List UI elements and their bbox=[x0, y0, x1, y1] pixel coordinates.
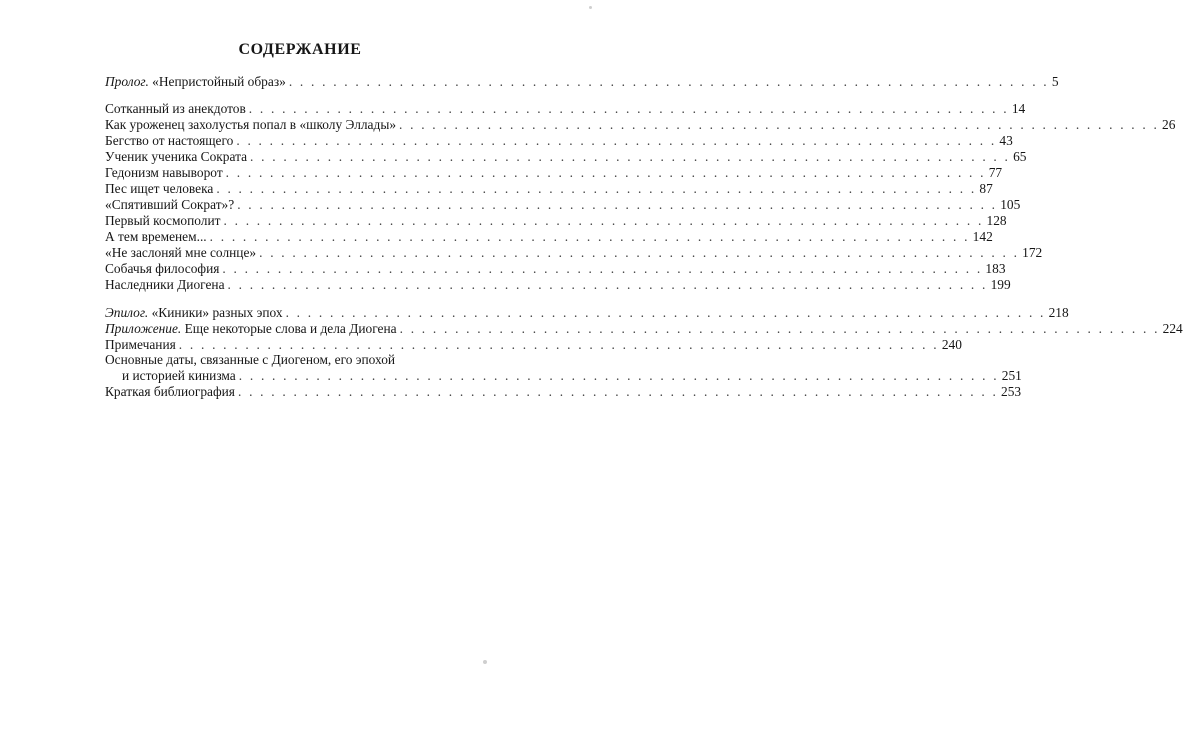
toc-entry-chapter-12 bbox=[105, 277, 1011, 293]
toc-entry-prologue bbox=[105, 74, 1059, 90]
toc-entry-title: «Не заслоняй мне солнце» bbox=[105, 245, 257, 260]
toc-entry-title: Краткая библиография bbox=[105, 384, 235, 399]
dot-leader: . . . . . . . . . . . . . . . . . . . . . . . . . . . . . . . . . . . . . . . . . . . . . . . . . . . . . . . . . . . . . . . . . . . . . bbox=[222, 261, 983, 276]
toc-entry-title: Примечания bbox=[105, 337, 176, 352]
toc-page-number: 172 bbox=[1022, 245, 1043, 260]
dot-leader: . . . . . . . . . . . . . . . . . . . . . . . . . . . . . . . . . . . . . . . . . . . . . . . . . . . . . . . . . . . . . . . . . . . . . bbox=[178, 337, 939, 352]
toc-page-number: 142 bbox=[972, 229, 993, 244]
dot-leader: . . . . . . . . . . . . . . . . . . . . . . . . . . . . . . . . . . . . . . . . . . . . . . . . . . . . . . . . . . . . . . . . . . . . . bbox=[285, 305, 1046, 320]
toc-page-number: 65 bbox=[1013, 149, 1027, 164]
toc-entry-title bbox=[105, 321, 397, 337]
dot-leader: . . . . . . . . . . . . . . . . . . . . . . . . . . . . . . . . . . . . . . . . . . . . . . . . . . . . . . . . . . . . . . . . . . . . . bbox=[223, 213, 984, 228]
dot-leader: . . . . . . . . . . . . . . . . . . . . . . . . . . . . . . . . . . . . . . . . . . . . . . . . . . . . . . . . . . . . . . . . . . . . . bbox=[236, 133, 997, 148]
toc-entry-title: Собачья философия bbox=[105, 261, 220, 276]
toc-entry-title: Бегство от настоящего bbox=[105, 133, 234, 148]
scan-speck bbox=[589, 6, 592, 9]
toc-entry-title: Первый космополит bbox=[105, 213, 221, 228]
toc-page-number: 14 bbox=[1011, 101, 1026, 116]
toc-page-number: 253 bbox=[1001, 384, 1022, 399]
toc-entry-chapter-8 bbox=[105, 213, 1007, 229]
toc-page-number: 218 bbox=[1048, 305, 1069, 320]
scan-speck bbox=[483, 660, 487, 664]
dot-leader: . . . . . . . . . . . . . . . . . . . . . . . . . . . . . . . . . . . . . . . . . . . . . . . . . . . . . . . . . . . . . . . . . . . . . bbox=[259, 245, 1020, 260]
toc-entry-lead: Приложение. bbox=[105, 321, 182, 336]
toc-page-number: 43 bbox=[999, 133, 1013, 148]
dot-leader: . . . . . . . . . . . . . . . . . . . . . . . . . . . . . . . . . . . . . . . . . . . . . . . . . . . . . . . . . . . . . . . . . . . . . bbox=[238, 368, 999, 383]
toc-entry-notes bbox=[105, 337, 962, 353]
toc-entry-title: «Спятивший Сократ»? bbox=[105, 197, 235, 212]
toc-entry-title: Наследники Диогена bbox=[105, 277, 225, 292]
toc-entry-title: и историей кинизма bbox=[122, 368, 236, 383]
toc-entry-bibliography bbox=[105, 384, 1022, 400]
toc-entry-chapter-4 bbox=[105, 149, 1027, 165]
toc-entry-chapter-3 bbox=[105, 133, 1013, 149]
dot-leader: . . . . . . . . . . . . . . . . . . . . . . . . . . . . . . . . . . . . . . . . . . . . . . . . . . . . . . . . . . . . . . . . . . . . . bbox=[209, 229, 970, 244]
dot-leader: . . . . . . . . . . . . . . . . . . . . . . . . . . . . . . . . . . . . . . . . . . . . . . . . . . . . . . . . . . . . . . . . . . . . . bbox=[237, 197, 998, 212]
page-title: СОДЕРЖАНИЕ bbox=[238, 41, 362, 58]
dot-leader: . . . . . . . . . . . . . . . . . . . . . . . . . . . . . . . . . . . . . . . . . . . . . . . . . . . . . . . . . . . . . . . . . . . . . bbox=[225, 165, 986, 180]
toc-page-number: 183 bbox=[985, 261, 1006, 276]
toc-entry-chapter-11 bbox=[105, 261, 1006, 277]
dot-leader: . . . . . . . . . . . . . . . . . . . . . . . . . . . . . . . . . . . . . . . . . . . . . . . . . . . . . . . . . . . . . . . . . . . . . bbox=[288, 74, 1049, 89]
toc-entry-chapter-5 bbox=[105, 165, 1003, 181]
toc-entry-chapter-10 bbox=[105, 245, 1043, 261]
toc-entry-title: Пес ищет человека bbox=[105, 181, 214, 196]
dot-leader: . . . . . . . . . . . . . . . . . . . . . . . . . . . . . . . . . . . . . . . . . . . . . . . . . . . . . . . . . . . . . . . . . . . . . bbox=[216, 181, 977, 196]
toc-entry-epilogue bbox=[105, 305, 1069, 321]
toc-entry-title: Как уроженец захолустья попал в «школу Эллады» bbox=[105, 117, 397, 132]
toc-entry-lead: Пролог. bbox=[105, 74, 149, 89]
toc-page-number: 240 bbox=[941, 337, 962, 352]
toc-page-number: 105 bbox=[1000, 197, 1021, 212]
dot-leader: . . . . . . . . . . . . . . . . . . . . . . . . . . . . . . . . . . . . . . . . . . . . . . . . . . . . . . . . . . . . . . . . . . . . . bbox=[248, 101, 1009, 116]
dot-leader: . . . . . . . . . . . . . . . . . . . . . . . . . . . . . . . . . . . . . . . . . . . . . . . . . . . . . . . . . . . . . . . . . . . . . bbox=[399, 117, 1160, 132]
dot-leader: . . . . . . . . . . . . . . . . . . . . . . . . . . . . . . . . . . . . . . . . . . . . . . . . . . . . . . . . . . . . . . . . . . . . . bbox=[399, 321, 1160, 336]
toc-entry-chapter-2 bbox=[105, 117, 1176, 133]
toc-entry-title-text: «Непристойный образ» bbox=[148, 74, 286, 89]
toc-entry-chapter-6 bbox=[105, 181, 993, 197]
toc-page-number: 251 bbox=[1001, 368, 1022, 383]
toc-entry-title: Ученик ученика Сократа bbox=[105, 149, 248, 164]
toc-entry-chapter-7 bbox=[105, 197, 1021, 213]
toc-entry-chapter-9 bbox=[105, 229, 993, 245]
dot-leader: . . . . . . . . . . . . . . . . . . . . . . . . . . . . . . . . . . . . . . . . . . . . . . . . . . . . . . . . . . . . . . . . . . . . . bbox=[227, 277, 988, 292]
toc-entry-lead: Эпилог. bbox=[105, 305, 149, 320]
dot-leader: . . . . . . . . . . . . . . . . . . . . . . . . . . . . . . . . . . . . . . . . . . . . . . . . . . . . . . . . . . . . . . . . . . . . . bbox=[237, 384, 998, 399]
toc-entry-title-text: Еще некоторые слова и дела Диогена bbox=[181, 321, 397, 336]
toc-page-number: 87 bbox=[979, 181, 993, 196]
toc-entry-dates-line1: Основные даты, связанные с Диогеном, его эпохой bbox=[105, 352, 396, 367]
toc-entry-chapter-1 bbox=[105, 101, 1026, 117]
toc-page-number: 128 bbox=[986, 213, 1007, 228]
toc-entry-title: Гедонизм навыворот bbox=[105, 165, 223, 180]
toc-page-number: 77 bbox=[988, 165, 1003, 180]
toc-entry-title-text: «Киники» разных эпох bbox=[148, 305, 283, 320]
toc-entry-appendix bbox=[105, 321, 1183, 337]
toc-entry-dates bbox=[122, 368, 1022, 384]
toc-entry-title: А тем временем... bbox=[105, 229, 207, 244]
dot-leader: . . . . . . . . . . . . . . . . . . . . . . . . . . . . . . . . . . . . . . . . . . . . . . . . . . . . . . . . . . . . . . . . . . . . . bbox=[250, 149, 1011, 164]
toc-page-number: 199 bbox=[990, 277, 1011, 292]
toc-page-number: 26 bbox=[1162, 117, 1176, 132]
toc-entry-title bbox=[105, 74, 286, 90]
toc-page-number: 224 bbox=[1162, 321, 1183, 336]
toc-entry-title: Сотканный из анекдотов bbox=[105, 101, 246, 116]
toc-entry-title bbox=[105, 305, 283, 321]
toc-page-number: 5 bbox=[1051, 74, 1059, 89]
